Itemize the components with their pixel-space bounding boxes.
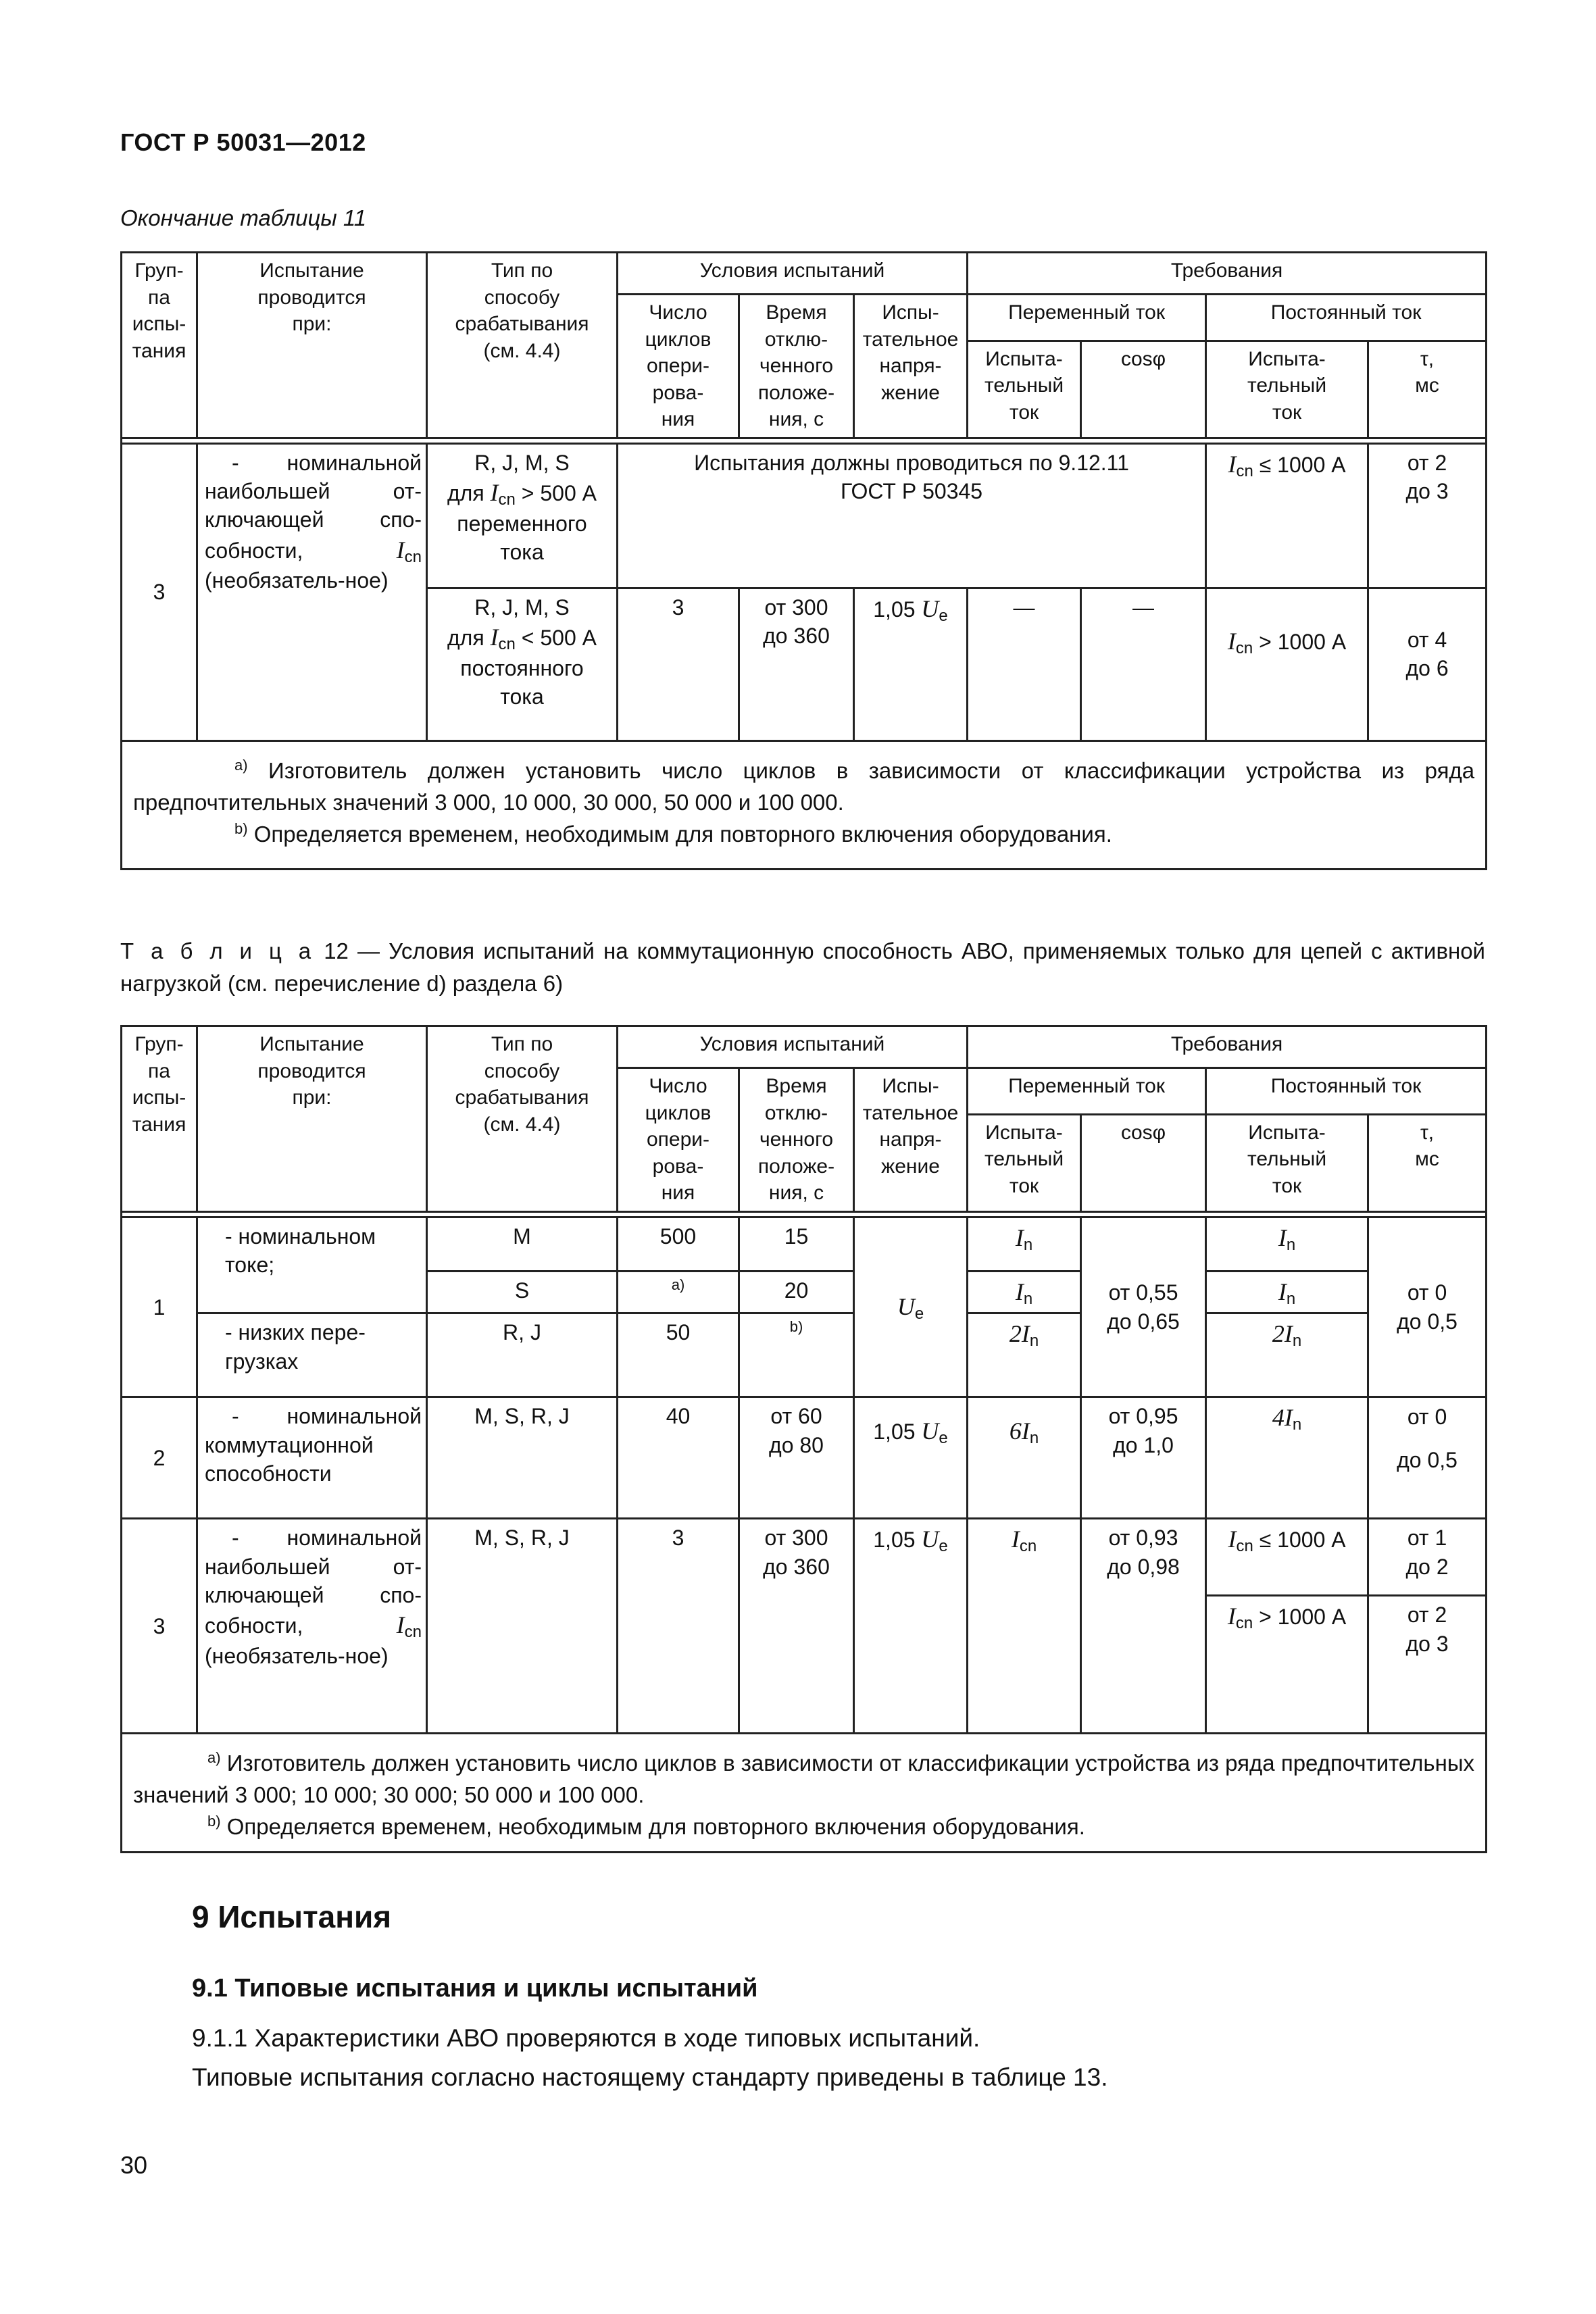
t11-tau-1: от 2 до 3 [1368,443,1487,588]
t11-head-cycles: Число циклов опери- рова- ния [618,295,739,438]
table11-caption: Окончание таблицы 11 [120,205,367,230]
t12-g2-cycles: 40 [618,1397,739,1519]
t12-head-requirements: Требования [968,1026,1487,1068]
t12-g1-cycles-a: 500 [618,1217,739,1271]
t12-g3-tau-b: от 2 до 3 [1368,1596,1487,1734]
t11-ac-current: — [968,588,1081,740]
t11-dc-current-2: Icn > 1000 А [1206,588,1368,740]
t11-head-requirements: Требования [968,253,1487,295]
t12-g1-ac-c: 2In [968,1313,1081,1397]
t11-cos: — [1081,588,1206,740]
t12-g1-tau: от 0 до 0,5 [1368,1217,1487,1397]
t12-g1-time-a: 15 [739,1217,854,1271]
t12-g3-type: M, S, R, J [427,1519,618,1734]
t12-head-off-time: Время отклю- ченного положе- ния, с [739,1068,854,1212]
t12-g1-dc-b: In [1206,1271,1368,1313]
t11-head-conditions: Условия испытаний [618,253,968,295]
t12-g3-time: от 300 до 360 [739,1519,854,1734]
t12-g2-test: - номинальной коммутационной способности [197,1397,427,1519]
t12-g2-group: 2 [122,1397,197,1519]
t12-head-dc: Постоянный ток [1206,1068,1487,1115]
t12-g1-test-a: - номинальном токе; [197,1217,427,1313]
t11-head-tau: τ, мс [1368,341,1487,438]
t11-test-cell: - номинальной наибольшей от-ключающей спо-собности, Icn (необязатель-ное) [197,443,427,740]
table11 [120,251,1487,870]
t12-g3-cos: от 0,93 до 0,98 [1081,1519,1206,1734]
t12-g1-ac-a: In [968,1217,1081,1271]
t11-group-cell: 3 [122,443,197,740]
t12-g2-type: M, S, R, J [427,1397,618,1519]
section-heading: 9 Испытания [192,1899,392,1934]
t12-head-ac-current: Испыта- тельный ток [968,1114,1081,1211]
t11-head-test-voltage: Испы- тательное напря- жение [854,295,968,438]
t12-g1-cycles-b: a) [618,1271,739,1313]
t12-g1-time-b: 20 [739,1271,854,1313]
t12-g1-voltage: Ue [854,1217,968,1397]
t11-head-ac-current: Испыта- тельный ток [968,341,1081,438]
t12-g1-dc-c: 2In [1206,1313,1368,1397]
t12-g1-time-c: b) [739,1313,854,1397]
t12-head-test-voltage: Испы- тательное напря- жение [854,1068,968,1212]
table12-caption: Т а б л и ц а 12 — Условия испытаний на коммутационную способность АВО, применяемых только для цепей с активной нагрузкой (см. перечисление d) раздела 6) [120,938,1485,996]
t12-g3-ac: Icn [968,1519,1081,1734]
t12-g1-cos: от 0,55 до 0,65 [1081,1217,1206,1397]
t12-head-ac: Переменный ток [968,1068,1206,1115]
t12-g1-type-b: S [427,1271,618,1313]
t12-g3-test: - номинальной наибольшей от-ключающей спо-собности, Icn (необязатель-ное) [197,1519,427,1734]
t11-merged-note: Испытания должны проводиться по 9.12.11 ГОСТ Р 50345 [618,443,1206,588]
t12-g3-dc-a: Icn ≤ 1000 А [1206,1519,1368,1596]
t12-g3-dc-b: Icn > 1000 А [1206,1596,1368,1734]
t11-head-dc: Постоянный ток [1206,295,1487,341]
t12-g2-time: от 60 до 80 [739,1397,854,1519]
t11-type-ac: R, J, M, S для Icn > 500 А переменного тока [427,443,618,588]
t12-head-trip-type: Тип по способу срабатывания (см. 4.4) [427,1026,618,1212]
t11-head-trip-type: Тип по способу срабатывания (см. 4.4) [427,253,618,438]
t12-g1-cycles-c: 50 [618,1313,739,1397]
page-number: 30 [120,2151,148,2179]
t12-g2-voltage: 1,05 Ue [854,1397,968,1519]
t11-head-group: Груп- па испы- тания [122,253,197,438]
t12-head-cycles: Число циклов опери- рова- ния [618,1068,739,1212]
t12-head-dc-current: Испыта- тельный ток [1206,1114,1368,1211]
t12-head-test-at: Испытание проводится при: [197,1026,427,1212]
t11-off-time: от 300 до 360 [739,588,854,740]
t12-head-tau: τ, мс [1368,1114,1487,1211]
t12-g3-group: 3 [122,1519,197,1734]
t11-cycles: 3 [618,588,739,740]
t12-g1-dc-a: In [1206,1217,1368,1271]
t11-head-test-at: Испытание проводится при: [197,253,427,438]
t11-head-off-time: Время отклю- ченного положе- ния, с [739,295,854,438]
t11-head-cos: cosφ [1081,341,1206,438]
t12-head-conditions: Условия испытаний [618,1026,968,1068]
table12 [120,1025,1487,1853]
t12-g1-type-a: M [427,1217,618,1271]
t11-type-dc: R, J, M, S для Icn < 500 А постоянного тока [427,588,618,740]
paragraph-table13-ref: Типовые испытания согласно настоящему стандарту приведены в таблице 13. [192,2063,1108,2091]
subsection-heading: 9.1 Типовые испытания и циклы испытаний [192,1974,758,2003]
t12-g3-tau-a: от 1 до 2 [1368,1519,1487,1596]
paragraph-9-1-1: 9.1.1 Характеристики АВО проверяются в ходе типовых испытаний. [192,2024,980,2052]
t12-g2-cos: от 0,95 до 1,0 [1081,1397,1206,1519]
t11-head-ac: Переменный ток [968,295,1206,341]
t11-dc-current-1: Icn ≤ 1000 А [1206,443,1368,588]
t12-g1-group: 1 [122,1217,197,1397]
t12-g1-type-c: R, J [427,1313,618,1397]
t11-head-dc-current: Испыта- тельный ток [1206,341,1368,438]
document-header: ГОСТ Р 50031—2012 [120,128,366,156]
t12-head-group: Груп- па испы- тания [122,1026,197,1212]
t12-g3-cycles: 3 [618,1519,739,1734]
t12-g1-test-b: - низких пере- грузках [197,1313,427,1397]
t12-g3-voltage: 1,05 Ue [854,1519,968,1734]
t11-voltage: 1,05 Ue [854,588,968,740]
t12-head-cos: cosφ [1081,1114,1206,1211]
t11-tau-2: от 4 до 6 [1368,588,1487,740]
t12-g2-ac: 6In [968,1397,1081,1519]
t12-g1-ac-b: In [968,1271,1081,1313]
t12-footnotes: $^{a)}$ Изготовитель должен установить число циклов в зависимости от классификации устройства из ряда предпочтительных значений 3 000; 10 000; 30 000; 50 000 и 100 000. $^{b)}$ Определяется временем, необходимым для повторного включения оборудования. [122,1734,1487,1853]
t12-g2-dc: 4In [1206,1397,1368,1519]
t12-g2-tau: от 0 до 0,5 [1368,1397,1487,1519]
t11-footnotes: $^{a)}$ Изготовитель должен установить число циклов в зависимости от классификации устройства из ряда предпочтительных значений 3 000, 10 000, 30 000, 50 000 и 100 000. $^{b)}$ Определяется временем, необходимым для повторного включения оборудования. [122,740,1487,869]
